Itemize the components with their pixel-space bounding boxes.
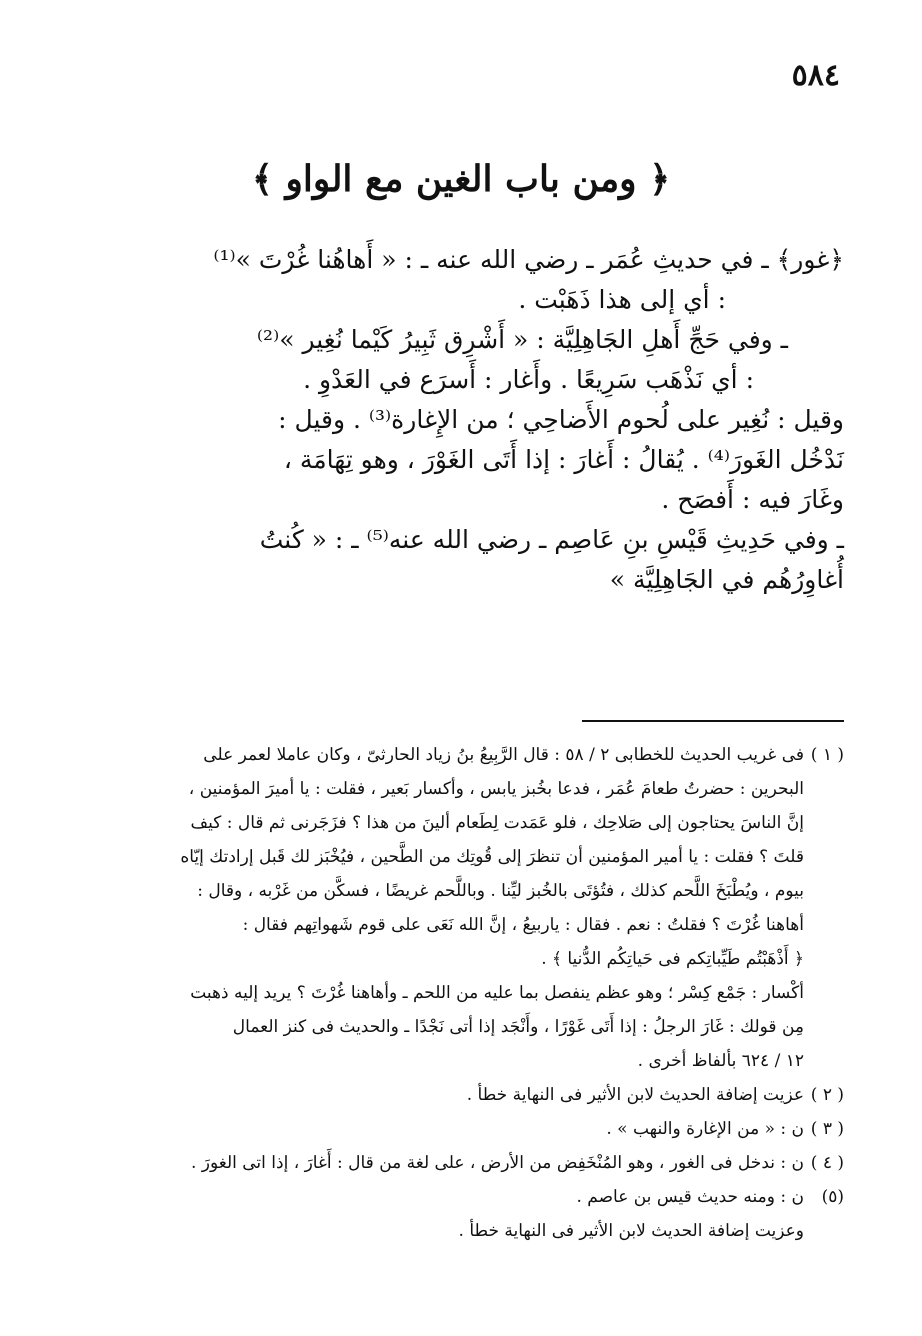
footnote-line: مِن قولك : غَارَ الرجلُ : إذا أَتَى غَوْرًا ، وأَنْجَد إذا أتى نَجْدًا ـ والحديث فى كنز العمال — [232, 1017, 804, 1037]
footnote-line: وعزيت إضافة الحديث لابن الأثير فى النهاية خطأ . — [458, 1221, 804, 1241]
footnote-line: بيوم ، ويُطْبَخَ اللَّحم كذلك ، فتُؤتَى بالخُبز ليِّنا . وباللَّحم غريضًا ، فسكَّن من غَرْبه ، وقال : — [197, 881, 804, 901]
footnote-4 — [96, 1146, 844, 1180]
footnote-line: عزيت إضافة الحديث لابن الأثير فى النهاية خطأ . — [466, 1085, 804, 1105]
main-text — [92, 240, 844, 600]
entry-line: : أي إلى هذا ذَهَبْت . — [518, 285, 726, 314]
entry-line: أُغاوِرُهُم في الجَاهِلِيَّة » — [609, 565, 844, 594]
chapter-title: ﴿ ومن باب الغين مع الواو ﴾ — [251, 158, 671, 200]
footnote-line: البحرين : حضرتُ طعامَ عُمَر ، فدعا بخُبز يابس ، وأكسار بَعير ، فقلت : يا أميرَ المؤمنين ، — [188, 779, 804, 799]
footnote-number: (٥) — [821, 1187, 844, 1207]
footnote-2 — [96, 1078, 844, 1112]
entry-line: نَدْخُل الغَورَ⁽⁴⁾ . يُقالُ : أَغارَ : إذا أَتَى الغَوْرَ ، وهو تِهَامَة ، — [283, 445, 844, 474]
footnote-number: ( ٤ ) — [810, 1153, 844, 1173]
footnote-number: ( ١ ) — [810, 745, 844, 765]
entry-line: ﴿غور﴾ ـ في حديثِ عُمَر ـ رضي الله عنه ـ : « أَهاهُنا غُرْتَ »⁽¹⁾ — [213, 245, 844, 274]
footnote-line: فى غريب الحديث للخطابى ٢ / ٥٨ : قال الرَّبِيعُ بنُ زياد الحارثىّ ، وكان عاملا لعمر على — [203, 745, 804, 765]
footnote-line: ن : « من الإغارة والنهب » . — [606, 1119, 804, 1139]
entry-line: وقيل : نُغِير على لُحوم الأَضاحِي ؛ من الإِغارة⁽³⁾ . وقيل : — [278, 405, 844, 434]
footnote-line: أكْسار : جَمْع كِسْر ؛ وهو عظم ينفصل بما عليه من اللحم ـ وأهاهنا غُرْتَ ؟ يريد إليه ذهبت — [190, 983, 804, 1003]
footnote-5 — [96, 1180, 844, 1248]
footnote-number: ( ٢ ) — [810, 1085, 844, 1105]
footnote-line: إنَّ الناسَ يحتاجون إلى صَلاحِك ، فلو عَمَدت لِطَعام ألينَ من هذا ؟ فزَجَرنى ثم قال : كيف — [190, 813, 804, 833]
entry-line: ـ وفي حَجِّ أَهلِ الجَاهِلِيَّة : « أَشْرِق ثَبِيرُ كَيْما نُغِير »⁽²⁾ — [256, 325, 788, 354]
footnotes — [96, 738, 844, 1248]
footnote-line: أهاهنا غُرْتَ ؟ فقلتُ : نعم . فقال : ياربيعُ ، إنَّ الله نَعَى على قوم شَهواتِهم فقال : — [242, 915, 804, 935]
footnote-1 — [96, 738, 844, 1078]
footnote-line: ن : ومنه حديث قيس بن عاصم . — [576, 1187, 804, 1207]
footnote-separator — [582, 720, 844, 722]
entry-line: ـ وفي حَدِيثِ قَيْسِ بنِ عَاصِم ـ رضي الله عنه⁽⁵⁾ ـ : « كُنتُ — [259, 525, 844, 554]
footnote-line: ١٢ / ٦٢٤ بألفاظ أخرى . — [637, 1051, 804, 1071]
footnote-line: ﴿ أَذْهَبْتُم طَيِّباتِكم فى حَياتِكُم الدُّنيا ﴾ . — [541, 949, 804, 969]
footnote-3 — [96, 1112, 844, 1146]
page-number: ٥٨٤ — [791, 58, 840, 93]
footnote-line: قلتَ ؟ فقلت : يا أمير المؤمنين أن تنظرَ إلى قُوتِك من الطَّحين ، فيُخْبَز لك قَبل إرادتك إيّاه — [180, 847, 804, 867]
entry-line: وغَارَ فيه : أَفصَح . — [661, 485, 844, 514]
footnote-line: ن : ندخل فى الغور ، وهو المُنْخَفِض من الأرض ، على لغة من قال : أَغارَ ، إذا اتى الغورَ . — [190, 1153, 804, 1173]
footnote-number: ( ٣ ) — [810, 1119, 844, 1139]
entry-line: : أي نَذْهَب سَرِيعًا . وأَغار : أَسرَع في العَدْوِ . — [303, 365, 754, 394]
